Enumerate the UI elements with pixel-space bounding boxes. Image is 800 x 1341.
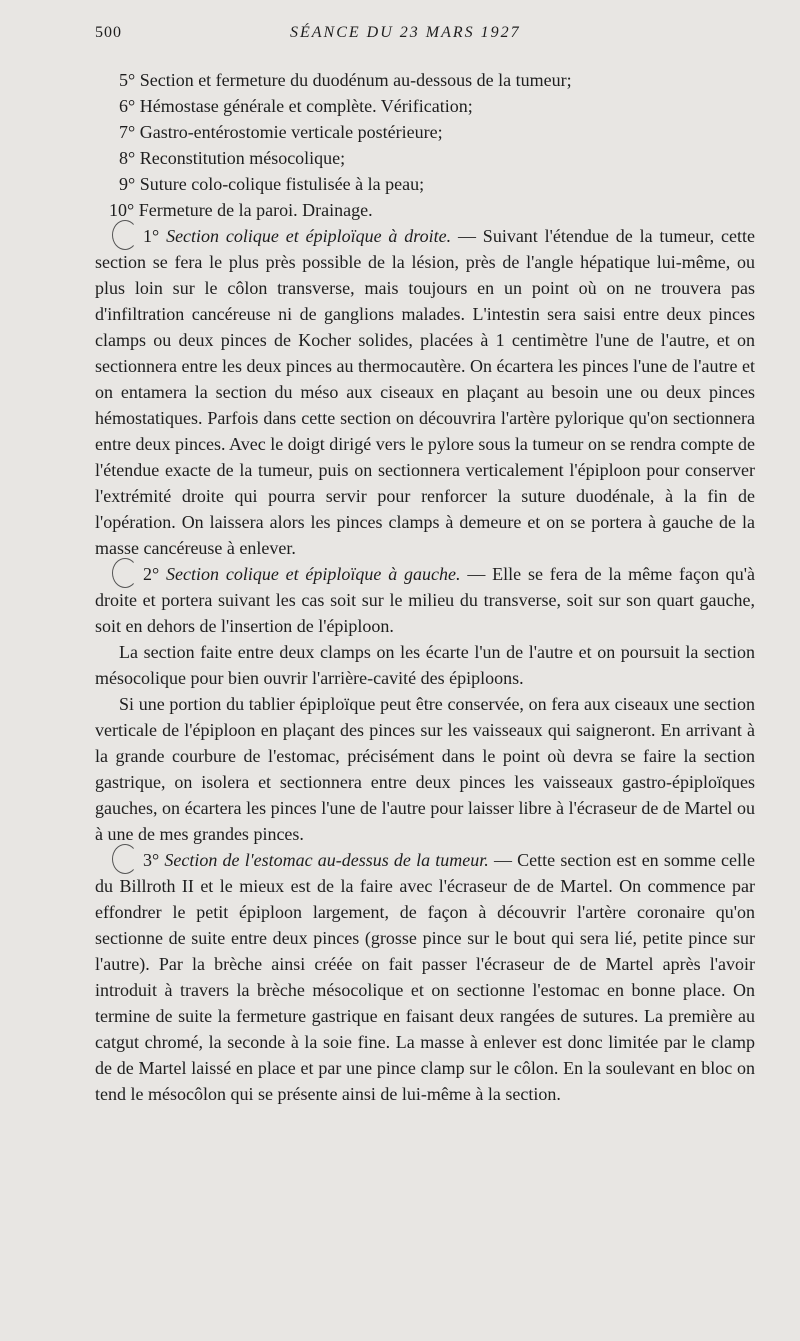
- section-2-number: 2°: [119, 561, 159, 587]
- running-title: SÉANCE DU 23 MARS 1927: [290, 24, 521, 41]
- page-header: [95, 24, 760, 48]
- list-item: 9° Suture colo-colique fistulisée à la peau;: [119, 174, 425, 194]
- section-3-text: — Cette section est en somme celle du Billroth II et le mieux est de la faire avec l'écraseur de de Martel. On commence par effondrer le petit épiploon largement, de façon à découvrir l'artère coronaire qu'on sectionne de suite entre deux pinces (grosse pince sur le bout qui sera lié, petite pince sur l'autre). Par la brèche ainsi créée on fait passer l'écraseur de de Martel après l'avoir introduit à travers la brèche mésocolique et on sectionne l'estomac en bonne place. On termine de suite la fermeture gastrique en faisant deux rangées de sutures. La première au catgut chromé, la seconde à la soie fine. La masse à enlever est donc limitée par le clamp de de Martel laissé en place et par une pince clamp sur le côlon. En la soulevant en bloc on tend le mésocôlon qui se présente ainsi de lui-même à la section.: [95, 850, 756, 1104]
- section-1-text: — Suivant l'étendue de la tumeur, cette section se fera le plus près possible de la lésion, près de l'angle hépatique lui-même, ou plus loin sur le côlon transverse, mais toujours en un point où on ne trouvera pas d'infiltration cancéreuse ni de ganglions malades. L'intestin sera saisi entre deux pinces clamps ou deux pinces de Kocher solides, placées à 1 centimètre l'une de l'autre, et on sectionnera entre les deux pinces au thermocautère. On écartera les pinces l'une de l'autre et on entamera la section du méso aux ciseaux en plaçant au besoin une ou deux pinces hémostatiques. Parfois dans cette section on découvrira l'artère pylorique qu'on sectionnera entre deux pinces. Avec le doigt dirigé vers le pylore sous la tumeur on se rendra compte de l'étendue exacte de la tumeur, puis on sectionnera verticalement l'épiploon pour conserver l'extrémité droite qui pourra servir pour renforcer la suture duodénale, à la fin de l'opération. On laissera alors les pinces clamps à demeure et on se portera à gauche de la masse cancéreuse à enlever.: [95, 226, 756, 558]
- page-number: 500: [95, 24, 122, 41]
- section-2-paragraph: [95, 561, 755, 639]
- section-3-title: Section de l'estomac au-dessus de la tumeur.: [164, 850, 489, 870]
- section-2-text: — Elle se fera de la même façon qu'à droite et portera suivant les cas soit sur le milieu du transverse, soit sur son quart gauche, soit en dehors de l'insertion de l'épiploon.: [95, 564, 756, 636]
- section-2-paragraph-2: La section faite entre deux clamps on les écarte l'un de l'autre et on poursuit la section mésocolique pour bien ouvrir l'arrière-cavité des épiploons.: [95, 642, 755, 688]
- list-item: 10° Fermeture de la paroi. Drainage.: [109, 200, 373, 220]
- body-text: [95, 67, 755, 1107]
- section-1-paragraph: [95, 223, 755, 561]
- list-item: 5° Section et fermeture du duodénum au-dessous de la tumeur;: [119, 70, 572, 90]
- section-1-title: Section colique et épiploïque à droite.: [166, 226, 452, 246]
- list-item: 6° Hémostase générale et complète. Vérification;: [119, 96, 473, 116]
- section-3-number: 3°: [119, 847, 159, 873]
- list-item: 7° Gastro-entérostomie verticale postérieure;: [119, 122, 443, 142]
- section-3-paragraph: [95, 847, 755, 1107]
- section-1-number: 1°: [119, 223, 159, 249]
- list-item: 8° Reconstitution mésocolique;: [119, 148, 346, 168]
- section-2-paragraph-3: Si une portion du tablier épiploïque peut être conservée, on fera aux ciseaux une section verticale de l'épiploon en plaçant des pinces sur les vaisseaux qui saigneront. En arrivant à la grande courbure de l'estomac, précisément dans le point où devra se faire la section gastrique, on isolera et sectionnera entre deux pinces les vaisseaux gastro-épiploïques gauches, on écartera les pinces l'une de l'autre pour laisser libre à l'écraseur de de Martel ou à une de mes grandes pinces.: [95, 694, 755, 844]
- section-2-title: Section colique et épiploïque à gauche.: [166, 564, 461, 584]
